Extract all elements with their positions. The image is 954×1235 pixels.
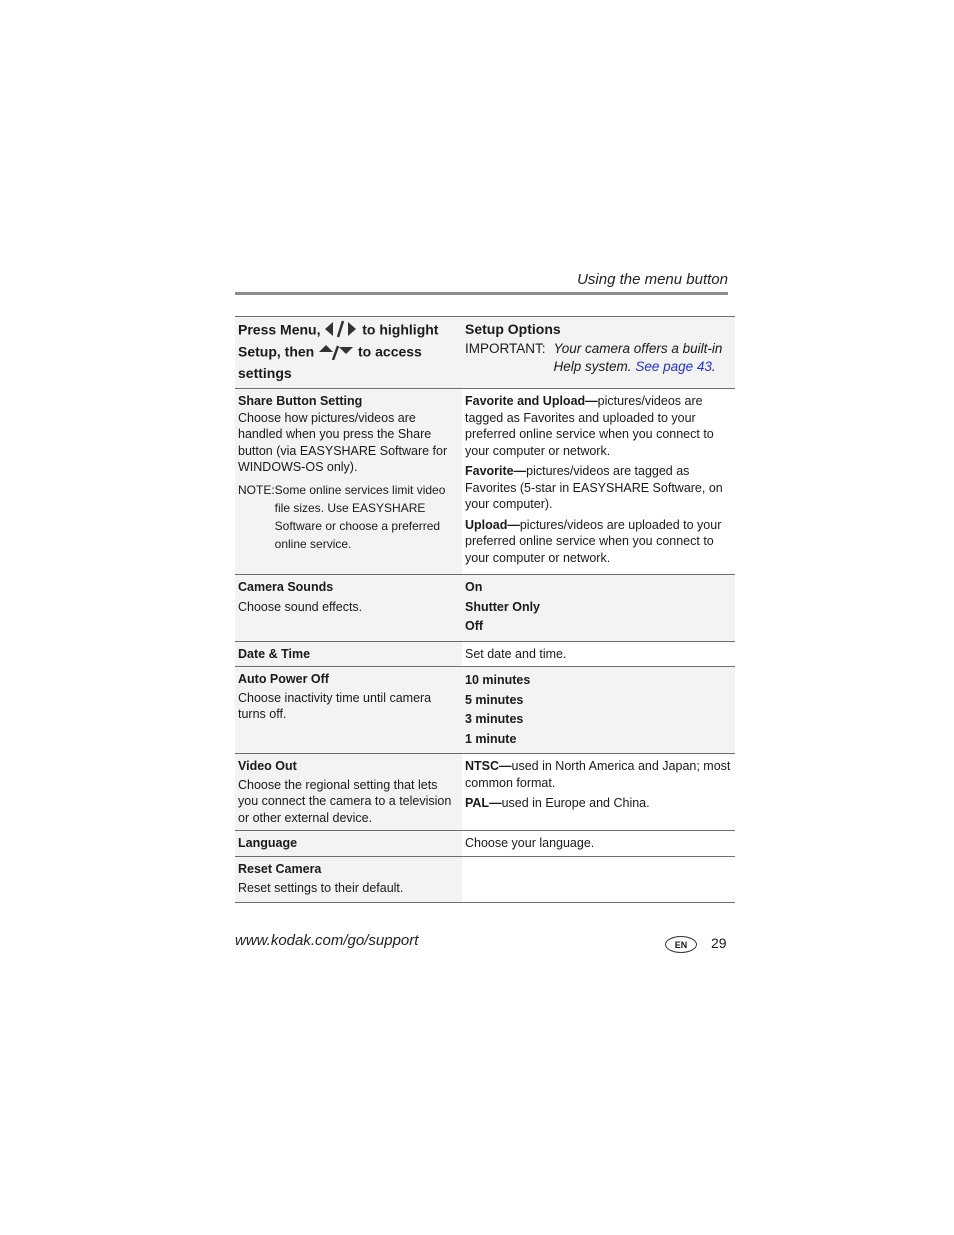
option-shutter-only: Shutter Only	[465, 599, 541, 614]
important-note: IMPORTANT: Your camera offers a built-in Help system. See page 43.	[465, 341, 723, 374]
table-header-row	[235, 317, 735, 389]
option-favorite-upload: Favorite and Upload—pictures/videos are tagged as Favorites and uploaded to your preferred online service when you connect to your computer or network.	[465, 394, 714, 458]
table-row-share-button	[235, 389, 735, 575]
option-5-minutes: 5 minutes	[465, 692, 524, 707]
setting-name: Share Button Setting	[238, 394, 363, 408]
table-row-auto-power-off	[235, 667, 735, 754]
table-row-reset-camera	[235, 856, 735, 902]
option-ntsc: NTSC—used in North America and Japan; most common format.	[465, 759, 731, 790]
setup-options-header-cell	[462, 317, 735, 389]
option-favorite: Favorite—pictures/videos are tagged as Favorites (5-star in EASYSHARE Software, on your computer).	[465, 464, 723, 511]
language-badge-icon: EN	[665, 936, 697, 953]
instruction-cell: Press Menu, to highlight Setup, then to access settings	[235, 317, 462, 389]
setting-name: Auto Power Off	[238, 672, 329, 686]
up-down-arrows-icon	[318, 342, 354, 364]
option-3-minutes: 3 minutes	[465, 712, 524, 726]
running-header: Using the menu button	[577, 271, 728, 288]
setting-desc: Choose how pictures/videos are handled when you press the Share button (via EASYSHARE Software for WINDOWS-OS only).	[238, 410, 448, 474]
setting-value: Choose your language.	[465, 836, 595, 850]
setting-desc: Choose inactivity time until camera turns off.	[238, 690, 432, 721]
table-row-video-out	[235, 754, 735, 831]
option-pal: PAL—used in Europe and China.	[465, 796, 650, 810]
setting-name: Video Out	[238, 759, 297, 773]
header-rule	[235, 292, 728, 295]
table-row-language	[235, 831, 735, 857]
setting-name: Date & Time	[238, 646, 311, 661]
support-url: www.kodak.com/go/support	[235, 932, 419, 949]
column-title: Setup Options	[465, 321, 561, 337]
table-row-camera-sounds	[235, 575, 735, 642]
setting-name: Reset Camera	[238, 861, 322, 876]
option-upload: Upload—pictures/videos are uploaded to your preferred online service when you connect to your computer or network.	[465, 517, 722, 565]
table-row-date-time	[235, 641, 735, 667]
option-on: On	[465, 580, 483, 594]
setting-desc: Choose sound effects.	[238, 599, 363, 614]
left-right-arrows-icon	[324, 320, 358, 342]
note: NOTE: Some online services limit video file sizes. Use EASYSHARE Software or choose a preferred online service.	[238, 482, 446, 551]
footer-right	[665, 932, 727, 953]
setup-options-table	[235, 316, 735, 903]
setting-desc: Reset settings to their default.	[238, 881, 404, 895]
page-number: 29	[711, 934, 727, 951]
setting-name: Language	[238, 836, 298, 850]
see-page-link[interactable]: See page 43	[635, 359, 712, 374]
setting-desc: Choose the regional setting that lets you connect the camera to a television or other external device.	[238, 777, 452, 825]
setting-name: Camera Sounds	[238, 580, 334, 594]
option-10-minutes: 10 minutes	[465, 673, 531, 687]
option-off: Off	[465, 619, 484, 633]
option-1-minute: 1 minute	[465, 731, 517, 746]
setting-value: Set date and time.	[465, 646, 567, 661]
